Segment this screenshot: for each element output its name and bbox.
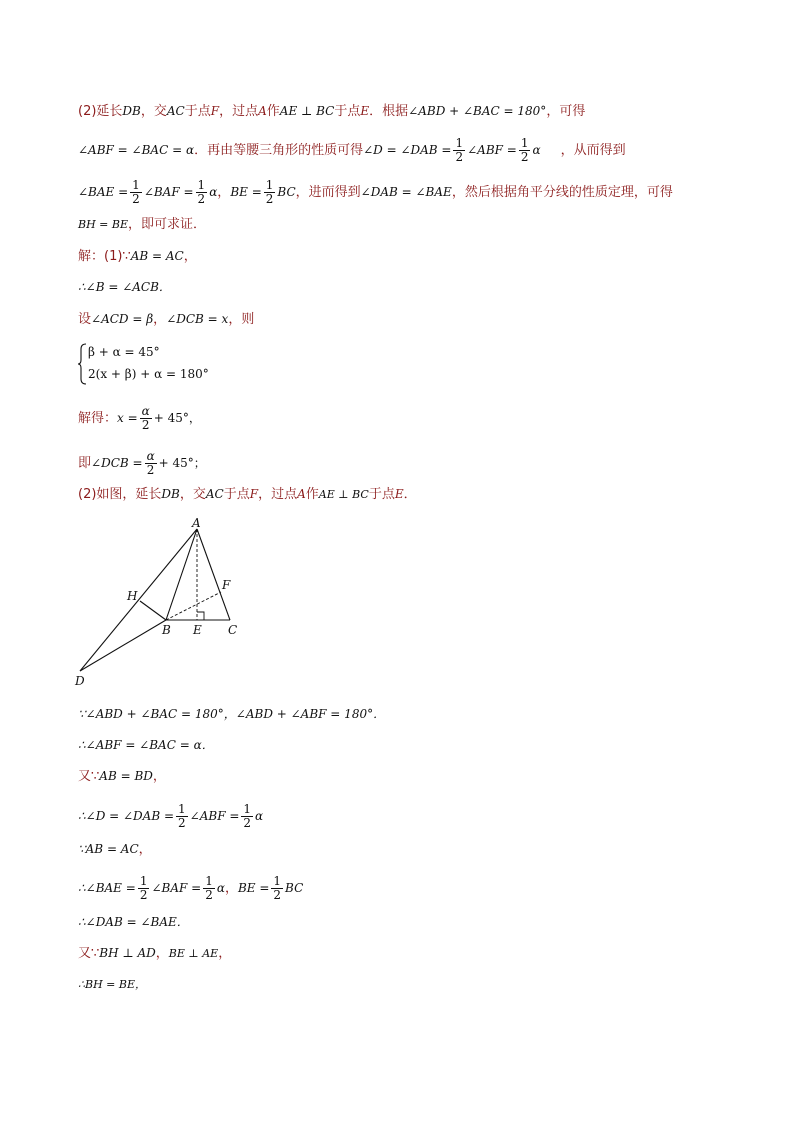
point-f: F [210,104,220,118]
analysis-text: ，从而得到 [560,143,626,158]
proof-line-4: ∴∠D = ∠DAB = $\frac{1}{2}$ ∠ABF = $\frac{1}{2}$ α [78,802,264,830]
analysis-text: ，交 [140,104,167,119]
analysis-line-2 [78,137,626,164]
alpha-symbol: α [532,143,541,157]
alpha-symbol: α [209,185,218,199]
analysis-text: ，过点 [219,104,259,119]
equation-angle-sum: ∠ABD + ∠BAC = 180° [408,104,547,118]
fraction-half: $\frac{1}{2}$ [139,874,148,902]
fraction-half: $\frac{1}{2}$ [197,178,206,206]
analysis-text: ．再由等腰三角形的性质可得 [194,143,364,158]
analysis-text: ．根据 [369,104,409,119]
analysis-text: 作 [266,104,280,119]
analysis-text: 于点 [334,104,361,119]
equation-dab-bae: ∠DAB = ∠BAE [360,185,452,199]
analysis-text: ，然后根据角平分线的性质定理，可得 [451,185,673,200]
equation-dcb-result: ∠DCB = [91,456,143,470]
label-c: C [228,623,238,637]
solution-line-4: 解得：x = $\frac{\alpha}{2}$ + 45°， [78,404,201,432]
solution-line-5: 即∠DCB = $\frac{\alpha}{2}$ + 45°； [78,449,206,477]
geometry-figure [70,512,260,692]
label-a: A [192,516,201,530]
analysis-text: (2)延长 [78,104,123,119]
proof-line-2: ∴∠ABF = ∠BAC = α． [78,738,214,752]
analysis-text: ，即可求证． [128,217,207,232]
segment-b-d [80,620,166,671]
analysis-line-1 [78,103,585,120]
equation-ab-ac: AB = AC [130,249,184,263]
fraction-half: $\frac{1}{2}$ [243,802,252,830]
label-b: B [162,623,171,637]
segment-a-b [166,529,197,620]
solution-text: 解得： [78,411,118,426]
solution-text: 设 [78,312,92,327]
equation-dcb: ∠DCB = x [166,312,229,326]
segment-a-c [197,529,230,620]
label-h: H [127,589,138,603]
proof-line-5: ∵AB = AC， [78,842,152,857]
solution-line-2: ∴∠B = ∠ACB． [78,280,171,294]
point-a: A [258,104,267,118]
label-e: E [193,623,202,637]
equation-acd: ∠ACD = β [91,312,154,326]
fraction-half: $\frac{1}{2}$ [273,874,282,902]
fraction-half: $\frac{1}{2}$ [520,136,529,164]
solution-line-3: 设∠ACD = β，∠DCB = x，则 [78,312,255,327]
proof-line-6: ∴∠BAE = $\frac{1}{2}$ ∠BAF = $\frac{1}{2}$ α，BE = $\frac{1}{2}$ BC [78,874,304,902]
solution-text: 即 [78,456,92,471]
system-equation-1: β + α = 45° [88,345,160,359]
analysis-text: ， [217,185,231,200]
fraction-half: $\frac{1}{2}$ [455,136,464,164]
proof-line-7: ∴∠DAB = ∠BAE． [78,915,189,929]
segment-a-d [80,529,197,671]
solution-line-1: 解：(1)∵AB = AC， [78,249,197,264]
left-brace-icon [78,343,88,385]
proof-line-9: ∴BH = BE， [78,978,146,991]
equation-abf-part: ∠ABF = [467,143,517,157]
analysis-line-3 [78,179,673,206]
fraction-alpha-half: $\frac{\alpha}{2}$ [141,404,150,432]
proof-line-8: 又∵BH ⊥ AD，BE ⊥ AE， [78,946,232,961]
equation-baf: ∠BAF = [143,185,194,199]
fraction-half: $\frac{1}{2}$ [205,874,213,902]
fraction-half: $\frac{1}{2}$ [178,802,186,830]
segment-ac: AC [166,104,185,118]
equation-bh-be: BH = BE [78,218,128,231]
equation-bae: ∠BAE = [78,185,129,199]
equation-abf: ∠ABF = ∠BAC = α [78,143,195,157]
perpendicular-ae-bc: AE ⊥ BC [279,104,335,118]
segment-db: DB [122,104,141,118]
fraction-half: $\frac{1}{2}$ [132,178,140,206]
analysis-text: 于点 [184,104,211,119]
equation-d-dab: ∠D = ∠DAB = [363,143,452,157]
right-angle-mark [197,612,204,620]
segment-b-h [140,601,166,620]
label-f: F [222,578,231,592]
segment-bc: BC [277,185,296,199]
solution-part2-header: (2)如图，延长DB，交AC于点F，过点A作AE ⊥ BC于点E． [78,487,417,502]
solution-text: 解：(1)∵ [78,249,131,264]
fraction-half: $\frac{1}{2}$ [265,178,274,206]
point-e: E [360,104,370,118]
analysis-text: ，进而得到 [295,185,361,200]
analysis-text: ，可得 [546,104,586,119]
label-d: D [75,674,85,688]
analysis-line-4 [78,217,206,233]
system-equation-2: 2(x + β) + α = 180° [88,367,209,381]
proof-line-3: 又∵AB = BD， [78,769,166,784]
proof-line-1: ∵∠ABD + ∠BAC = 180°，∠ABD + ∠ABF = 180°． [78,707,386,721]
fraction-alpha-half: $\frac{\alpha}{2}$ [146,449,155,477]
equation-be: BE = [230,185,262,199]
equation-x: x = [117,411,138,425]
